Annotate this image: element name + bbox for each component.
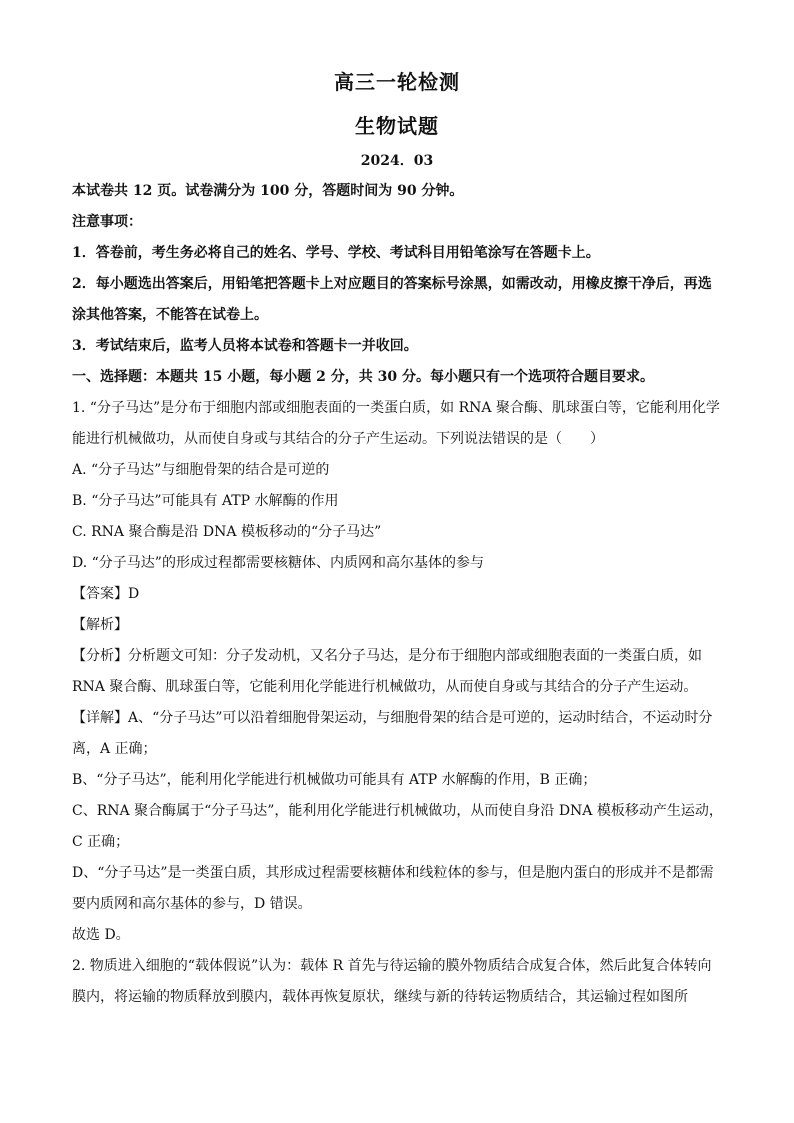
question-1-detail-b: B、“分子马达”，能利用化学能进行机械做功可能具有 ATP 水解酶的作用，B 正确；: [72, 772, 597, 788]
exam-title: 高三一轮检测: [334, 70, 460, 94]
question-1-option-d: D. “分子马达”的形成过程都需要核糖体、内质网和高尔基体的参与: [72, 555, 484, 571]
question-1-analysis-label: 【解析】: [72, 617, 128, 633]
notice-item-1: 1．答卷前，考生务必将自己的姓名、学号、学校、考试科目用铅笔涂写在答题卡上。: [72, 245, 600, 261]
question-1-option-b: B. “分子马达”可能具有 ATP 水解酶的作用: [72, 493, 339, 509]
question-1-option-a: A. “分子马达”与细胞骨架的结合是可逆的: [72, 462, 330, 478]
question-1-fenxi: 【分析】分析题文可知：分子发动机，又名分子马达，是分布于细胞内部或细胞表面的一类蛋白质，如 RNA 聚合酶、肌球蛋白等，它能利用化学能进行机械做功，从而使自身或与其结合的分子产生运动。: [72, 648, 702, 695]
question-1-detail-a: 【详解】A、“分子马达”可以沿着细胞骨架运动，与细胞骨架的结合是可逆的，运动时结合，不运动时分离，A 正确；: [72, 710, 713, 757]
exam-subtitle: 生物试题: [355, 114, 439, 138]
section-heading: 一、选择题：本题共 15 小题，每小题 2 分，共 30 分。每小题只有一个选项符合题目要求。: [72, 369, 654, 385]
notice-item-3: 3．考试结束后，监考人员将本试卷和答题卡一并收回。: [72, 338, 418, 354]
question-1-conclusion: 故选 D。: [72, 927, 130, 943]
question-1-answer: 【答案】D: [72, 586, 140, 602]
notice-title: 注意事项：: [72, 214, 142, 230]
notice-item-2: 2．每小题选出答案后，用铅笔把答题卡上对应题目的答案标号涂黑，如需改动，用橡皮擦干净后，再选涂其他答案，不能答在试卷上。: [72, 276, 712, 323]
exam-date: 2024．03: [360, 153, 434, 169]
question-1-detail-c: C、RNA 聚合酶属于“分子马达”，能利用化学能进行机械做功，从而使自身沿 DNA 模板移动产生运动，C 正确；: [72, 803, 723, 850]
question-1-option-c: C. RNA 聚合酶是沿 DNA 模板移动的“分子马达”: [72, 524, 382, 540]
question-2-stem: 2. 物质进入细胞的“载体假说”认为：载体 R 首先与待运输的膜外物质结合成复合体，然后此复合体转向膜内，将运输的物质释放到膜内，载体再恢复原状，继续与新的待转运物质结合，其运输过程如图所: [72, 958, 712, 1005]
question-1-stem: 1. “分子马达”是分布于细胞内部或细胞表面的一类蛋白质，如 RNA 聚合酶、肌球蛋白等，它能利用化学能进行机械做功，从而使自身或与其结合的分子产生运动。下列说法错误的是（ ）: [72, 400, 720, 447]
question-1-detail-d: D、“分子马达”是一类蛋白质，其形成过程需要核糖体和线粒体的参与，但是胞内蛋白的形成并不是都需要内质网和高尔基体的参与，D 错误。: [72, 865, 714, 912]
exam-intro: 本试卷共 12 页。试卷满分为 100 分，答题时间为 90 分钟。: [72, 183, 464, 199]
document-body: [72, 176, 724, 1013]
